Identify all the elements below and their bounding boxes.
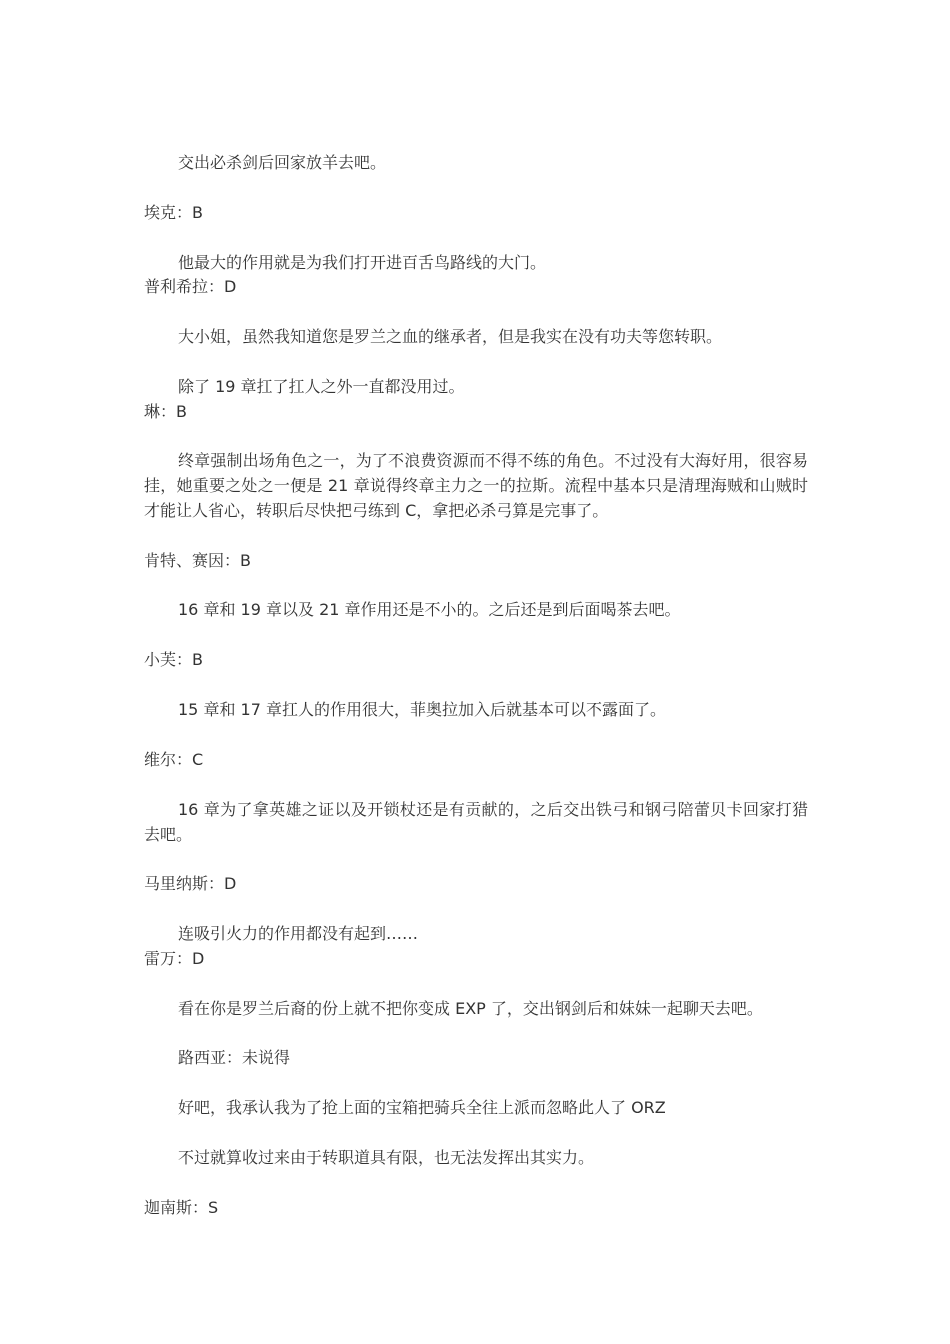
paragraph: 连吸引火力的作用都没有起到……: [178, 924, 419, 943]
paragraph: 交出必杀剑后回家放羊去吧。: [178, 153, 387, 172]
character-rating: 小芙：B: [144, 650, 203, 669]
character-rating: 雷万：D: [144, 949, 205, 968]
character-rating: 普利希拉：D: [144, 277, 237, 296]
character-rating: 维尔：C: [144, 750, 204, 769]
paragraph: 大小姐，虽然我知道您是罗兰之血的继承者，但是我实在没有功夫等您转职。: [178, 327, 723, 346]
paragraph: 不过就算收过来由于转职道具有限，也无法发挥出其实力。: [178, 1148, 595, 1167]
paragraph: 路西亚：未说得: [178, 1048, 291, 1067]
character-rating: 肯特、赛因：B: [144, 551, 251, 570]
character-rating: 琳：B: [144, 402, 187, 421]
paragraph: 终章强制出场角色之一，为了不浪费资源而不得不练的角色。不过没有大海好用，很容易挂，她重要之处之一便是 21 章说得终章主力之一的拉斯。流程中基本只是清理海贼和山贼时才能让人省心，转职后尽快把弓练到 C，拿把必杀弓算是完事了。: [144, 451, 808, 520]
paragraph: 看在你是罗兰后裔的份上就不把你变成 EXP 了，交出钢剑后和妹妹一起聊天去吧。: [178, 999, 763, 1018]
paragraph: 16 章和 19 章以及 21 章作用还是不小的。之后还是到后面喝茶去吧。: [178, 600, 681, 619]
character-rating: 埃克：B: [144, 203, 203, 222]
character-rating: 马里纳斯：D: [144, 874, 237, 893]
paragraph: 好吧，我承认我为了抢上面的宝箱把骑兵全往上派而忽略此人了 ORZ: [178, 1098, 666, 1117]
character-rating: 迦南斯：S: [144, 1198, 219, 1217]
paragraph: 15 章和 17 章扛人的作用很大，菲奥拉加入后就基本可以不露面了。: [178, 700, 666, 719]
paragraph: 除了 19 章扛了扛人之外一直都没用过。: [178, 377, 465, 396]
paragraph: 他最大的作用就是为我们打开进百舌鸟路线的大门。: [178, 253, 547, 272]
paragraph: 16 章为了拿英雄之证以及开锁杖还是有贡献的，之后交出铁弓和钢弓陪蕾贝卡回家打猎去吧。: [144, 800, 808, 844]
